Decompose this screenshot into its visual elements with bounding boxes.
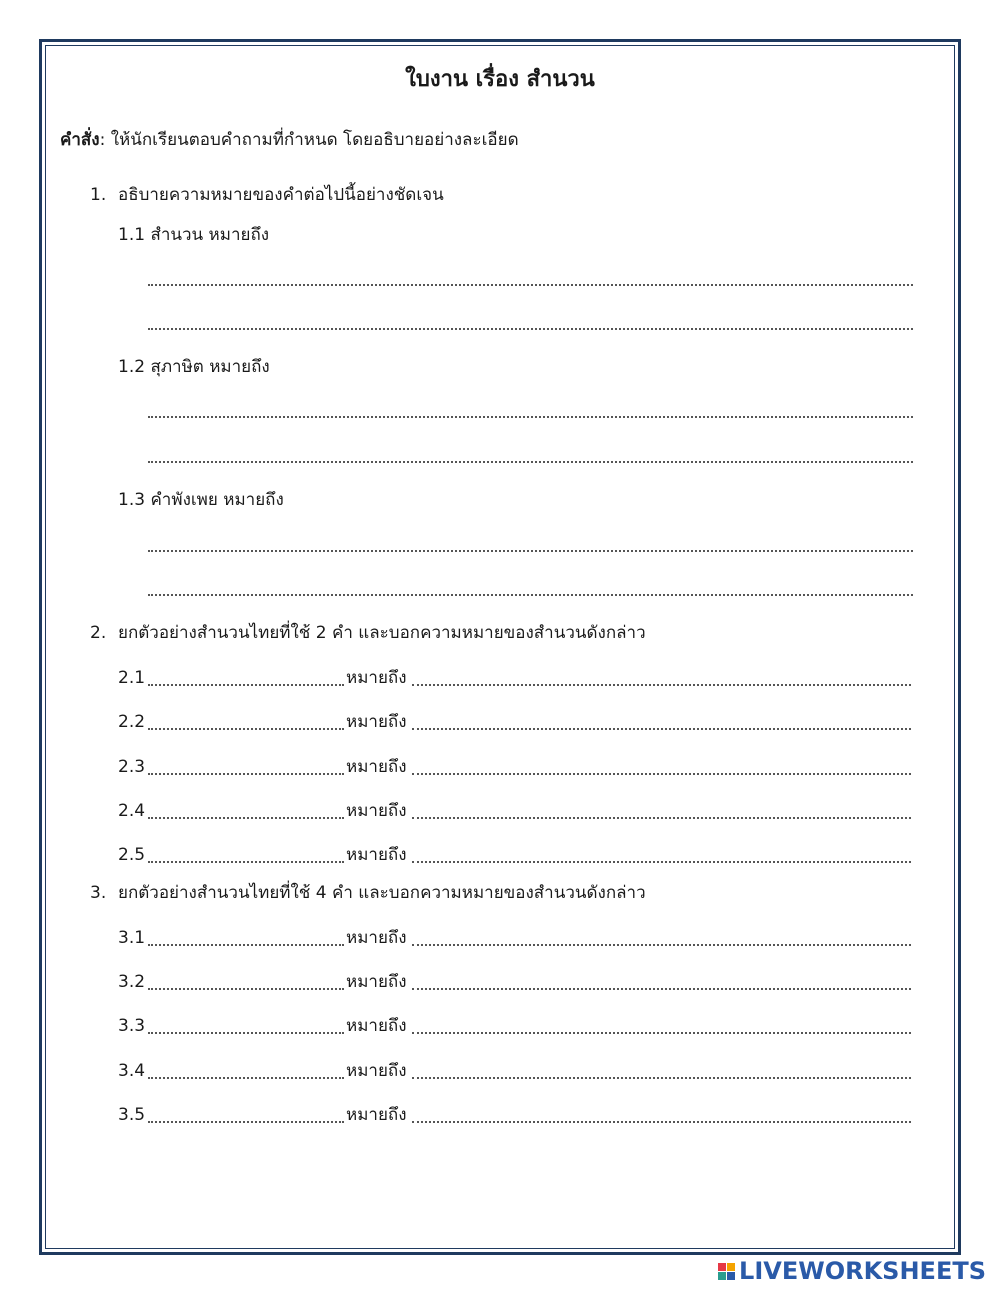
meaning-answer-line[interactable] [412,861,911,863]
q2-text: ยกตัวอย่างสำนวนไทยที่ใช้ 2 คำ และบอกความหมายของสำนวนดังกล่าว [118,623,646,643]
idiom-answer-line[interactable] [148,817,344,819]
meaning-label: หมายถึง [346,928,407,948]
answer-line[interactable] [148,416,913,418]
q2-item-number: 2.5 [118,845,146,865]
q3-item-number: 3.5 [118,1105,146,1125]
instruction-colon: : [99,130,106,150]
q3-item-number: 3.2 [118,972,146,992]
meaning-label: หมายถึง [346,712,407,732]
meaning-answer-line[interactable] [412,728,911,730]
idiom-answer-line[interactable] [148,861,344,863]
logo-square [718,1272,726,1280]
instruction-label: คำสั่ง [60,130,100,150]
q3-text: ยกตัวอย่างสำนวนไทยที่ใช้ 4 คำ และบอกความหมายของสำนวนดังกล่าว [118,883,646,903]
meaning-answer-line[interactable] [412,684,911,686]
logo-square [727,1263,735,1271]
meaning-label: หมายถึง [346,757,407,777]
answer-line[interactable] [148,594,913,596]
idiom-answer-line[interactable] [148,728,344,730]
answer-line[interactable] [148,284,913,286]
meaning-label: หมายถึง [346,668,407,688]
meaning-label: หมายถึง [346,1105,407,1125]
instruction-text: ให้นักเรียนตอบคำถามที่กำหนด โดยอธิบายอย่างละเอียด [105,130,519,150]
liveworksheets-logo [718,1256,986,1286]
idiom-answer-line[interactable] [148,1121,344,1123]
meaning-answer-line[interactable] [412,988,911,990]
instruction-line [60,128,519,152]
liveworksheets-grid-icon [718,1263,735,1280]
brand-name: LIVEWORKSHEETS [739,1257,986,1285]
q2-item-number: 2.1 [118,668,146,688]
q3-item-number: 3.4 [118,1061,146,1081]
idiom-answer-line[interactable] [148,1077,344,1079]
meaning-label: หมายถึง [346,1061,407,1081]
q1-item-label: 1.2 สุภาษิต หมายถึง [118,357,270,377]
idiom-answer-line[interactable] [148,773,344,775]
meaning-label: หมายถึง [346,1016,407,1036]
q1-text: อธิบายความหมายของคำต่อไปนี้อย่างชัดเจน [118,185,444,205]
q3-item-number: 3.3 [118,1016,146,1036]
meaning-label: หมายถึง [346,972,407,992]
worksheet-title: ใบงาน เรื่อง สำนวน [405,67,595,92]
meaning-answer-line[interactable] [412,1121,911,1123]
meaning-answer-line[interactable] [412,817,911,819]
idiom-answer-line[interactable] [148,944,344,946]
meaning-answer-line[interactable] [412,944,911,946]
q2-item-number: 2.4 [118,801,146,821]
logo-square [718,1263,726,1271]
q1-item-label: 1.3 คำพังเพย หมายถึง [118,490,284,510]
q1-item-label: 1.1 สำนวน หมายถึง [118,225,270,245]
meaning-answer-line[interactable] [412,1077,911,1079]
meaning-label: หมายถึง [346,845,407,865]
q3-number: 3. [90,883,107,903]
idiom-answer-line[interactable] [148,988,344,990]
meaning-answer-line[interactable] [412,773,911,775]
q2-item-number: 2.2 [118,712,146,732]
q2-number: 2. [90,623,107,643]
logo-square [727,1272,735,1280]
idiom-answer-line[interactable] [148,684,344,686]
q2-item-number: 2.3 [118,757,146,777]
answer-line[interactable] [148,461,913,463]
meaning-answer-line[interactable] [412,1032,911,1034]
answer-line[interactable] [148,328,913,330]
q1-number: 1. [90,185,107,205]
meaning-label: หมายถึง [346,801,407,821]
answer-line[interactable] [148,550,913,552]
q3-item-number: 3.1 [118,928,146,948]
idiom-answer-line[interactable] [148,1032,344,1034]
